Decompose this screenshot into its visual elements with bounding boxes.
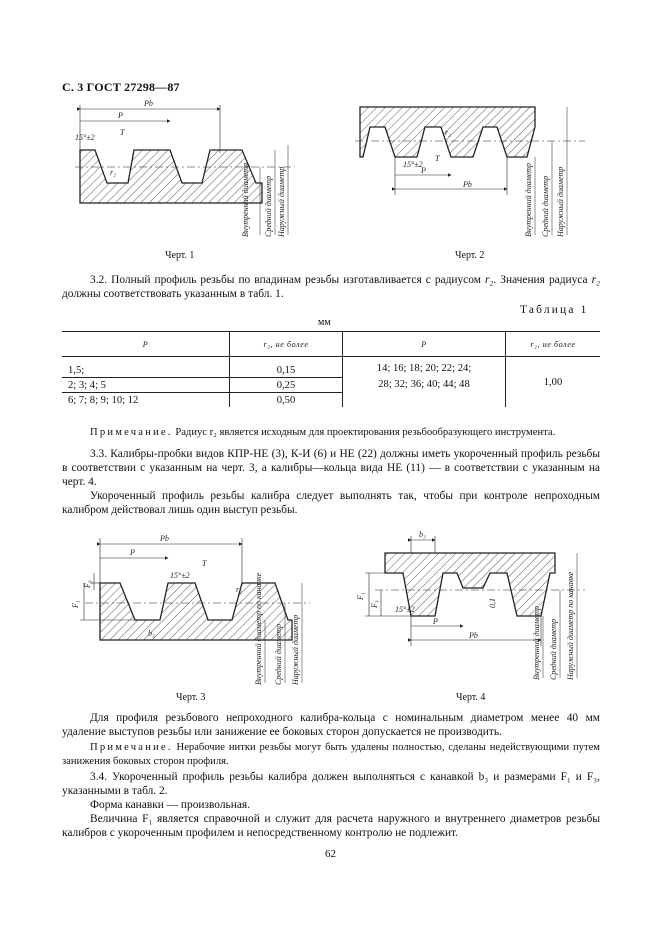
fig2-angle-label: 15°±2 <box>403 160 423 169</box>
table-1-unit: мм <box>318 317 331 328</box>
fig4-angle-label: 15°±2 <box>395 605 415 614</box>
fig1-tol-label: T <box>120 128 125 137</box>
table-1-header-r-left: r₂, не более <box>230 332 343 357</box>
table-1-header-r-right: r₂, не более <box>506 332 601 357</box>
fig1-outer-diam: Наружный диаметр <box>277 166 286 237</box>
table-1-cell-p-right: 14; 16; 18; 20; 22; 24; 28; 32; 36; 40; 44; 48 <box>343 357 506 408</box>
figure-1-drawing <box>70 95 310 245</box>
fig2-p-label: P <box>421 166 426 175</box>
table-1-cell-r: 0,15 <box>230 357 343 378</box>
fig3-thread-profile <box>100 583 292 640</box>
table-1-cell-r: 0,25 <box>230 378 343 393</box>
paragraph-3-3-b: Укороченный профиль резьбы калибра следует выполнять так, чтобы при контроле непроходным калибром действовал лишь один выступ резьбы. <box>62 490 600 516</box>
fig1-pb-label: Pb <box>144 99 153 108</box>
paragraph-3-4: 3.4. Укороченный профиль резьбы калибра должен выполняться с канавкой b₃ и размерами F₁ и F₃, указанными в табл. 2. <box>62 771 600 797</box>
paragraph-3-4-c: Величина F₁ является справочной и служит для расчета наружного и внутреннего диаметров резьбы калибров с укороченным профилем и непосредственному контролю не подлежит. <box>62 813 600 839</box>
fig4-p-label: P <box>433 617 438 626</box>
figure-1-caption: Черт. 1 <box>165 250 195 261</box>
fig1-thread-profile <box>80 150 262 203</box>
fig3-inner-diam: Внутренний диаметр по канавке <box>254 572 263 685</box>
table-1-title: Таблица 1 <box>520 304 589 316</box>
figure-2-caption: Черт. 2 <box>455 250 485 261</box>
fig2-r-label: r₂ <box>445 128 451 137</box>
table-1-cell-p: 2; 3; 4; 5 <box>62 378 230 393</box>
fig4-inner-diam: Внутренний диаметр <box>532 605 541 680</box>
figure-2-drawing <box>355 95 595 245</box>
fig2-outer-diam: Наружный диаметр <box>556 166 565 237</box>
page-number: 62 <box>325 848 336 860</box>
figure-4-caption: Черт. 4 <box>456 692 486 703</box>
fig3-r-label: r₂ <box>236 585 242 594</box>
fig1-middle-diam: Средний диаметр <box>264 175 273 237</box>
fig3-b3-label: b₃ <box>148 629 155 638</box>
table-1-cell-p: 6; 7; 8; 9; 10; 12 <box>68 394 139 406</box>
fig3-tol-label: T <box>202 559 207 568</box>
fig1-r-label: r₂ <box>110 168 116 177</box>
page-header: С. 3 ГОСТ 27298—87 <box>62 80 180 94</box>
fig3-middle-diam: Средний диаметр <box>274 623 283 685</box>
table-1-cell-r-right: 1,00 <box>543 376 563 388</box>
note-2: Примечание. Нерабочие нитки резьбы могут быть удалены полностью, сделаны недействующими путем занижения боковых сторон профиля. <box>62 742 600 767</box>
fig4-middle-diam: Средний диаметр <box>549 618 558 680</box>
figure-4-drawing <box>345 528 605 688</box>
table-1-cell-r: 0,50 <box>230 393 343 408</box>
fig3-pb-label: Pb <box>160 534 169 543</box>
figure-3-caption: Черт. 3 <box>176 692 206 703</box>
paragraph-3-4-b: Форма канавки — произвольная. <box>90 799 250 811</box>
fig3-f3-label: F₃ <box>83 580 92 588</box>
paragraph-3-3: 3.3. Калибры-пробки видов КПР-НЕ (3), К-И (6) и НЕ (22) должны иметь укороченный профиль резьбы в соответствии с указанным на черт. 3, а калибры—кольца вида НЕ (11) — в соответствии с указанным на черт. 4. <box>62 448 600 488</box>
fig2-inner-diam: Внутренний диаметр <box>524 162 533 237</box>
fig4-r-label: 0,1 <box>488 598 497 608</box>
fig1-inner-diam: Внутренний диаметр <box>241 162 250 237</box>
paragraph-ring-gauge: Для профиля резьбового непроходного калибра-кольца с номинальным диаметром менее 40 мм удаление выступов резьбы или занижение ее боковых сторон допускается не производить. <box>62 712 600 738</box>
note-1: Примечание. Радиус r₂ является исходным для проектирования резьбообразующего инструмента. <box>90 427 556 438</box>
fig2-tol-label: T <box>435 154 440 163</box>
table-1-cell-p: 1,5; <box>68 364 85 376</box>
fig4-f3-label: F₃ <box>370 600 379 608</box>
fig1-p-label: P <box>118 111 123 120</box>
fig2-pb-label: Pb <box>463 180 472 189</box>
fig2-middle-diam: Средний диаметр <box>541 175 550 237</box>
table-1 <box>62 331 600 407</box>
table-1-header-p-left: P <box>62 332 230 357</box>
fig4-pb-label: Pb <box>469 631 478 640</box>
fig3-f1-label: F₁ <box>71 600 80 608</box>
table-1-header-p-right: P <box>343 332 506 357</box>
figure-3-drawing <box>60 528 330 688</box>
paragraph-3-2: 3.2. Полный профиль резьбы по впадинам резьбы изготавливается с радиусом r₂. Значения радиуса r₂ должны соответствовать указанным в табл. 1. <box>62 274 600 300</box>
fig4-outer-diam: Наружный диаметр по канавке <box>566 571 575 680</box>
fig3-angle-label: 15°±2 <box>170 571 190 580</box>
fig3-outer-diam: Наружный диаметр <box>291 614 300 685</box>
fig3-p-label: P <box>130 548 135 557</box>
fig4-f1-label: F₁ <box>356 592 365 600</box>
fig4-b3-label: b₃ <box>419 530 426 539</box>
fig1-angle-label: 15°±2 <box>75 133 95 142</box>
